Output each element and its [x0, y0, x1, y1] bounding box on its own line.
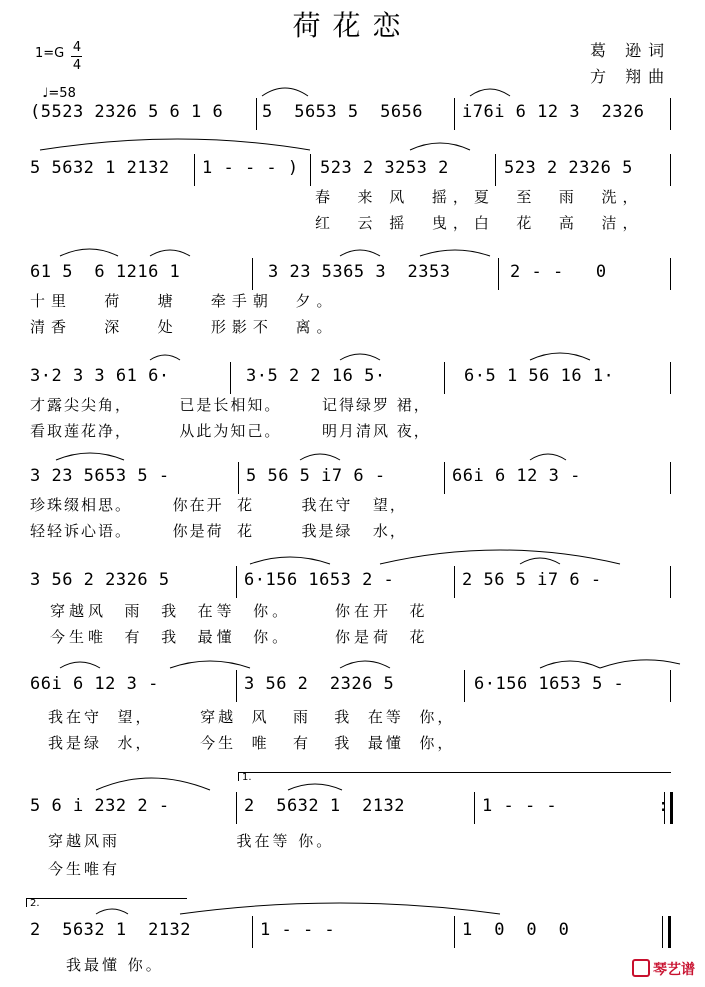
slur	[60, 662, 100, 668]
time-sig-rule	[71, 56, 82, 57]
barline	[238, 462, 239, 494]
slur	[530, 353, 590, 360]
barline	[670, 258, 671, 290]
measure: 6·156 1653 5 -	[474, 674, 625, 694]
measure: i76i 6 12 3 2326	[462, 102, 645, 122]
lyric-line-2: 红 云 摇 曳，白 花 高 洁，	[315, 214, 644, 232]
lyric-line-2: 清香 深 处 形影不 离。	[30, 318, 338, 336]
measure: 3 23 5365 3 2353	[268, 262, 451, 282]
slur	[600, 660, 680, 668]
slur	[96, 778, 210, 790]
slur	[170, 661, 250, 668]
logo-icon	[632, 959, 650, 977]
lyric-line-2: 今生唯有	[48, 860, 121, 878]
slur	[520, 558, 560, 564]
song-title: 荷花恋	[292, 9, 413, 42]
slur	[340, 250, 380, 256]
watermark-logo: 琴艺谱	[622, 943, 695, 979]
system-5	[30, 466, 675, 540]
measure: 523 2 2326 5	[504, 158, 633, 178]
measure: 523 2 3253 2	[320, 158, 449, 178]
measure: 5 6 i 232 2 -	[30, 796, 170, 816]
volta-bracket	[26, 898, 187, 907]
barline	[670, 670, 671, 702]
barline	[670, 154, 671, 186]
repeat-barline	[664, 792, 673, 824]
lyric-line-1: 我在守 望， 穿越 风 雨 我 在等 你，	[48, 708, 456, 726]
measure: 2 5632 1 2132	[30, 920, 192, 940]
measure: 5 5632 1 2132	[30, 158, 170, 178]
barline	[236, 670, 237, 702]
slur	[540, 661, 600, 668]
barline	[495, 154, 496, 186]
measure: 66i 6 12 3 -	[452, 466, 581, 486]
lyric-line-2: 看取莲花净， 从此为知己。 明月清风 夜，	[30, 422, 431, 440]
barline	[670, 362, 671, 394]
measure: 1 - - - )	[202, 158, 299, 178]
slur	[150, 250, 190, 256]
barline	[236, 792, 237, 824]
lyric-line-2: 今生唯 有 我 最懂 你。 你是荷 花	[50, 628, 429, 646]
barline	[670, 462, 671, 494]
measure: 2 - - 0	[510, 262, 607, 282]
tempo-marking: ♩=58	[42, 86, 76, 101]
barline	[498, 258, 499, 290]
system-4	[30, 366, 675, 440]
lyricist-credit: 葛 逊词	[590, 41, 672, 60]
measure: 6·156 1653 2 -	[244, 570, 395, 590]
barline	[454, 566, 455, 598]
system-8	[30, 772, 675, 878]
measure: 66i 6 12 3 -	[30, 674, 159, 694]
measure: 3·5 2 2 16 5·	[246, 366, 386, 386]
time-sig-top: 4	[72, 40, 82, 55]
barline	[230, 362, 231, 394]
slur	[340, 354, 380, 360]
volta-number: 2.	[30, 898, 40, 909]
measure: 5 5653 5 5656	[262, 102, 424, 122]
measure: (5523 2326 5 6 1 6	[30, 102, 224, 122]
barline	[454, 98, 455, 130]
slur	[60, 249, 118, 256]
barline	[474, 792, 475, 824]
composer-credit: 方 翔曲	[590, 67, 672, 86]
slur	[410, 143, 470, 150]
quarter-note-icon: ♩	[42, 86, 49, 101]
system-1	[30, 102, 675, 132]
slur	[300, 454, 340, 460]
volta-number: 1.	[242, 772, 252, 783]
measure: 6·5 1 56 16 1·	[464, 366, 615, 386]
system-2	[30, 158, 675, 232]
slur	[380, 550, 620, 564]
measure: 61 5 6 1216 1	[30, 262, 181, 282]
key-signature: 1=G	[35, 46, 65, 61]
measure: 1 - - -	[482, 796, 558, 816]
lyric-line-1: 才露尖尖角， 已是长相知。 记得绿罗 裙，	[30, 396, 431, 414]
slur	[420, 250, 490, 256]
barline	[454, 916, 455, 948]
measure: 1 - - -	[260, 920, 336, 940]
lyric-line-1: 春 来 风 摇，夏 至 雨 洗，	[315, 188, 644, 206]
slur	[250, 557, 330, 564]
barline	[444, 362, 445, 394]
lyric-line-1: 十里 荷 塘 牵手朝 夕。	[30, 292, 338, 310]
system-3	[30, 262, 675, 336]
lyric-line-1: 珍珠缀相思。 你在开 花 我在守 望，	[30, 496, 407, 514]
slur	[96, 909, 128, 914]
slur	[56, 453, 124, 460]
slur	[470, 89, 510, 96]
system-9	[30, 898, 675, 974]
lyric-line-1: 穿越风 雨 我 在等 你。 你在开 花	[50, 602, 429, 620]
barline	[670, 98, 671, 130]
slur	[340, 661, 390, 668]
lyric-line-2: 我是绿 水， 今生 唯 有 我 最懂 你，	[48, 734, 456, 752]
measure: 2 56 5 i7 6 -	[462, 570, 602, 590]
lyric-line-1: 穿越风雨 我在等 你。	[48, 832, 335, 850]
measure: 3 56 2 2326 5	[244, 674, 395, 694]
measure: 3 56 2 2326 5	[30, 570, 170, 590]
measure: 2 5632 1 2132	[244, 796, 406, 816]
slur	[262, 88, 308, 96]
lyric-line-2: 轻轻诉心语。 你是荷 花 我是绿 水，	[30, 522, 407, 540]
barline	[256, 98, 257, 130]
slur	[530, 454, 566, 460]
slur	[180, 903, 500, 914]
barline	[194, 154, 195, 186]
system-6	[30, 570, 675, 646]
lyric-line-1: 我最懂 你。	[66, 956, 164, 974]
barline	[670, 566, 671, 598]
measure: 1 0 0 0	[462, 920, 570, 940]
volta-bracket	[238, 772, 671, 781]
slur	[150, 355, 180, 360]
measure: 3 23 5653 5 -	[30, 466, 170, 486]
barline	[310, 154, 311, 186]
repeat-dots: :	[658, 796, 669, 816]
system-7	[30, 674, 675, 752]
measure: 3·2 3 3 61 6·	[30, 366, 170, 386]
barline	[444, 462, 445, 494]
barline	[236, 566, 237, 598]
barline	[252, 916, 253, 948]
slur	[40, 139, 310, 150]
slur	[288, 784, 342, 790]
measure: 5 56 5 i7 6 -	[246, 466, 386, 486]
time-sig-bottom: 4	[72, 58, 82, 73]
barline	[464, 670, 465, 702]
barline	[252, 258, 253, 290]
